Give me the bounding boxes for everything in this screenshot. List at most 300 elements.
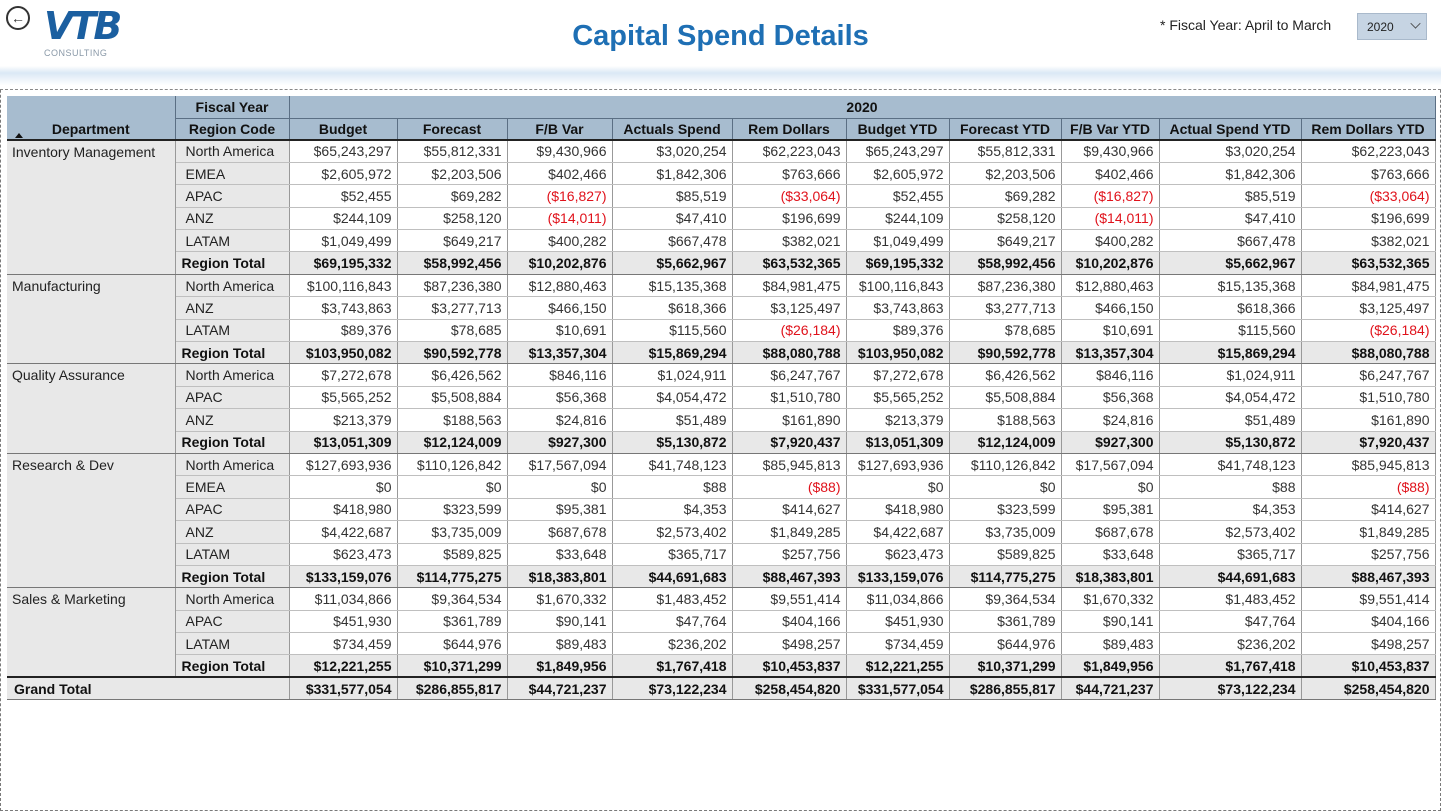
value-cell: $361,789 xyxy=(949,610,1061,632)
value-cell: $6,426,562 xyxy=(397,364,507,386)
value-cell: $88,467,393 xyxy=(1301,565,1435,587)
value-cell: $55,812,331 xyxy=(949,140,1061,162)
value-cell: $89,376 xyxy=(846,319,949,341)
fiscal-year-header: Fiscal Year xyxy=(175,96,289,118)
region-cell: North America xyxy=(175,274,289,296)
region-cell: EMEA xyxy=(175,162,289,184)
value-cell: $12,124,009 xyxy=(949,431,1061,453)
year-dropdown-value: 2020 xyxy=(1367,20,1394,34)
region-cell: APAC xyxy=(175,185,289,207)
value-cell: $4,054,472 xyxy=(1159,386,1301,408)
value-cell: $5,130,872 xyxy=(612,431,732,453)
value-cell: $103,950,082 xyxy=(289,342,397,364)
value-cell: $0 xyxy=(397,476,507,498)
value-cell: $85,519 xyxy=(612,185,732,207)
value-cell: $466,150 xyxy=(507,297,612,319)
value-cell: $62,223,043 xyxy=(1301,140,1435,162)
value-cell: $24,816 xyxy=(1061,409,1159,431)
value-cell: $6,426,562 xyxy=(949,364,1061,386)
value-cell: $100,116,843 xyxy=(846,274,949,296)
value-cell: $623,473 xyxy=(289,543,397,565)
value-cell: $127,693,936 xyxy=(846,453,949,475)
department-cell: Manufacturing xyxy=(7,274,175,364)
value-cell: $7,920,437 xyxy=(732,431,846,453)
value-cell: $466,150 xyxy=(1061,297,1159,319)
value-cell: $414,627 xyxy=(732,498,846,520)
value-cell: $1,483,452 xyxy=(612,588,732,610)
region-cell: North America xyxy=(175,588,289,610)
value-cell: $110,126,842 xyxy=(949,453,1061,475)
value-cell: $69,195,332 xyxy=(846,252,949,274)
table-row xyxy=(7,319,1435,341)
value-cell: $115,560 xyxy=(1159,319,1301,341)
value-cell: $1,483,452 xyxy=(1159,588,1301,610)
value-cell: $114,775,275 xyxy=(949,565,1061,587)
value-cell: $69,282 xyxy=(397,185,507,207)
region-total-label: Region Total xyxy=(175,342,289,364)
value-cell: $0 xyxy=(289,476,397,498)
year-header: 2020 xyxy=(289,96,1435,118)
value-cell: $90,141 xyxy=(1061,610,1159,632)
value-cell: $6,247,767 xyxy=(732,364,846,386)
value-cell: $3,125,497 xyxy=(1301,297,1435,319)
value-cell: $1,670,332 xyxy=(507,588,612,610)
value-cell: $10,691 xyxy=(1061,319,1159,341)
value-cell: $687,678 xyxy=(507,521,612,543)
page-title: Capital Spend Details xyxy=(572,20,869,52)
region-cell: APAC xyxy=(175,386,289,408)
region-total-label: Region Total xyxy=(175,655,289,677)
value-cell: $41,748,123 xyxy=(1159,453,1301,475)
capital-spend-matrix xyxy=(7,96,1435,700)
value-cell: $414,627 xyxy=(1301,498,1435,520)
value-cell: $286,855,817 xyxy=(949,677,1061,699)
table-row xyxy=(7,297,1435,319)
value-cell: $58,992,456 xyxy=(949,252,1061,274)
value-cell: $323,599 xyxy=(949,498,1061,520)
value-cell: $404,166 xyxy=(732,610,846,632)
value-cell: $2,573,402 xyxy=(1159,521,1301,543)
value-cell: $331,577,054 xyxy=(289,677,397,699)
value-cell: $3,020,254 xyxy=(1159,140,1301,162)
column-header-actual-spend-ytd[interactable]: Actual Spend YTD xyxy=(1159,118,1301,140)
value-cell: $213,379 xyxy=(846,409,949,431)
value-cell: $87,236,380 xyxy=(949,274,1061,296)
department-cell: Research & Dev xyxy=(7,453,175,587)
value-cell: $589,825 xyxy=(397,543,507,565)
column-header-budget-ytd[interactable]: Budget YTD xyxy=(846,118,949,140)
value-cell: $382,021 xyxy=(732,230,846,252)
value-cell: $12,221,255 xyxy=(846,655,949,677)
value-cell: $13,357,304 xyxy=(1061,342,1159,364)
value-cell: $69,282 xyxy=(949,185,1061,207)
column-header-rem-dollars-ytd[interactable]: Rem Dollars YTD xyxy=(1301,118,1435,140)
value-cell: $85,519 xyxy=(1159,185,1301,207)
department-cell: Quality Assurance xyxy=(7,364,175,454)
value-cell: $13,357,304 xyxy=(507,342,612,364)
value-cell: $667,478 xyxy=(612,230,732,252)
value-cell: $3,277,713 xyxy=(949,297,1061,319)
value-cell: $365,717 xyxy=(612,543,732,565)
value-cell: $0 xyxy=(846,476,949,498)
value-cell: $402,466 xyxy=(1061,162,1159,184)
value-cell: $44,691,683 xyxy=(612,565,732,587)
year-dropdown[interactable] xyxy=(1357,13,1427,40)
value-cell: $2,605,972 xyxy=(846,162,949,184)
value-cell: $623,473 xyxy=(846,543,949,565)
value-cell: $257,756 xyxy=(1301,543,1435,565)
region-total-row xyxy=(7,431,1435,453)
table-row xyxy=(7,386,1435,408)
value-cell: $498,257 xyxy=(732,633,846,655)
value-cell: $400,282 xyxy=(507,230,612,252)
value-cell: $44,721,237 xyxy=(507,677,612,699)
value-cell: $5,662,967 xyxy=(612,252,732,274)
value-cell: ($14,011) xyxy=(507,207,612,229)
value-cell: $110,126,842 xyxy=(397,453,507,475)
value-cell: $18,383,801 xyxy=(507,565,612,587)
value-cell: $4,422,687 xyxy=(289,521,397,543)
value-cell: $0 xyxy=(1061,476,1159,498)
value-cell: $12,880,463 xyxy=(507,274,612,296)
table-row xyxy=(7,162,1435,184)
value-cell: $244,109 xyxy=(289,207,397,229)
value-cell: $382,021 xyxy=(1301,230,1435,252)
value-cell: $418,980 xyxy=(846,498,949,520)
value-cell: ($26,184) xyxy=(732,319,846,341)
value-cell: $13,051,309 xyxy=(846,431,949,453)
value-cell: $400,282 xyxy=(1061,230,1159,252)
value-cell: $95,381 xyxy=(1061,498,1159,520)
department-header-label: Department xyxy=(51,120,130,137)
value-cell: $11,034,866 xyxy=(846,588,949,610)
value-cell: $1,049,499 xyxy=(846,230,949,252)
value-cell: $12,124,009 xyxy=(397,431,507,453)
value-cell: $10,202,876 xyxy=(507,252,612,274)
region-cell: LATAM xyxy=(175,633,289,655)
value-cell: $90,592,778 xyxy=(397,342,507,364)
table-row xyxy=(7,185,1435,207)
region-total-label: Region Total xyxy=(175,252,289,274)
corner-header xyxy=(7,96,175,118)
chevron-down-icon xyxy=(1410,18,1420,28)
value-cell: $687,678 xyxy=(1061,521,1159,543)
back-arrow-icon[interactable]: ← xyxy=(6,6,30,30)
value-cell: $65,243,297 xyxy=(289,140,397,162)
value-cell: $95,381 xyxy=(507,498,612,520)
value-cell: ($88) xyxy=(1301,476,1435,498)
value-cell: $10,202,876 xyxy=(1061,252,1159,274)
value-cell: $12,221,255 xyxy=(289,655,397,677)
value-cell: $51,489 xyxy=(612,409,732,431)
region-cell: LATAM xyxy=(175,319,289,341)
region-cell: LATAM xyxy=(175,543,289,565)
value-cell: $5,130,872 xyxy=(1159,431,1301,453)
region-cell: LATAM xyxy=(175,230,289,252)
value-cell: $89,483 xyxy=(507,633,612,655)
value-cell: $7,920,437 xyxy=(1301,431,1435,453)
value-cell: ($33,064) xyxy=(732,185,846,207)
region-cell: APAC xyxy=(175,498,289,520)
value-cell: ($26,184) xyxy=(1301,319,1435,341)
grand-total-label: Grand Total xyxy=(7,677,289,699)
value-cell: $85,945,813 xyxy=(732,453,846,475)
column-header-actuals-spend[interactable]: Actuals Spend xyxy=(612,118,732,140)
value-cell: $52,455 xyxy=(289,185,397,207)
value-cell: $133,159,076 xyxy=(846,565,949,587)
value-cell: $69,195,332 xyxy=(289,252,397,274)
value-cell: $62,223,043 xyxy=(732,140,846,162)
value-cell: $644,976 xyxy=(397,633,507,655)
value-cell: $44,691,683 xyxy=(1159,565,1301,587)
value-cell: $846,116 xyxy=(507,364,612,386)
value-cell: $236,202 xyxy=(1159,633,1301,655)
region-cell: ANZ xyxy=(175,521,289,543)
region-cell: ANZ xyxy=(175,409,289,431)
table-row xyxy=(7,207,1435,229)
value-cell: $649,217 xyxy=(397,230,507,252)
region-cell: ANZ xyxy=(175,207,289,229)
value-cell: ($14,011) xyxy=(1061,207,1159,229)
value-cell: $5,508,884 xyxy=(949,386,1061,408)
value-cell: $1,842,306 xyxy=(1159,162,1301,184)
table-row xyxy=(7,409,1435,431)
value-cell: $927,300 xyxy=(1061,431,1159,453)
table-row xyxy=(7,588,1435,610)
value-cell: $90,141 xyxy=(507,610,612,632)
value-cell: $44,721,237 xyxy=(1061,677,1159,699)
value-cell: $1,024,911 xyxy=(612,364,732,386)
value-cell: $114,775,275 xyxy=(397,565,507,587)
value-cell: $1,510,780 xyxy=(732,386,846,408)
value-cell: $763,666 xyxy=(732,162,846,184)
value-cell: $498,257 xyxy=(1301,633,1435,655)
sort-ascending-icon[interactable] xyxy=(15,133,23,138)
value-cell: $618,366 xyxy=(1159,297,1301,319)
value-cell: $1,849,956 xyxy=(1061,655,1159,677)
region-cell: North America xyxy=(175,453,289,475)
value-cell: $1,024,911 xyxy=(1159,364,1301,386)
value-cell: $258,120 xyxy=(949,207,1061,229)
value-cell: $2,203,506 xyxy=(949,162,1061,184)
value-cell: $1,849,956 xyxy=(507,655,612,677)
value-cell: $1,849,285 xyxy=(732,521,846,543)
value-cell: $258,120 xyxy=(397,207,507,229)
value-cell: $89,483 xyxy=(1061,633,1159,655)
value-cell: $1,767,418 xyxy=(612,655,732,677)
logo-mark: VTB xyxy=(44,4,120,48)
value-cell: ($33,064) xyxy=(1301,185,1435,207)
value-cell: $88,080,788 xyxy=(1301,342,1435,364)
value-cell: $361,789 xyxy=(397,610,507,632)
region-total-row xyxy=(7,342,1435,364)
value-cell: $5,565,252 xyxy=(289,386,397,408)
value-cell: $1,510,780 xyxy=(1301,386,1435,408)
value-cell: $85,945,813 xyxy=(1301,453,1435,475)
value-cell: $161,890 xyxy=(732,409,846,431)
value-cell: $47,764 xyxy=(1159,610,1301,632)
column-header-f-b-var-ytd[interactable]: F/B Var YTD xyxy=(1061,118,1159,140)
value-cell: $3,735,009 xyxy=(397,521,507,543)
value-cell: $734,459 xyxy=(846,633,949,655)
value-cell: $5,662,967 xyxy=(1159,252,1301,274)
value-cell: $10,453,837 xyxy=(732,655,846,677)
value-cell: $15,135,368 xyxy=(612,274,732,296)
value-cell: $56,368 xyxy=(507,386,612,408)
value-cell: $9,364,534 xyxy=(397,588,507,610)
value-cell: $13,051,309 xyxy=(289,431,397,453)
value-cell: $846,116 xyxy=(1061,364,1159,386)
value-cell: $5,565,252 xyxy=(846,386,949,408)
region-code-column-header[interactable]: Region Code xyxy=(175,118,289,140)
table-row xyxy=(7,274,1435,296)
column-header-budget[interactable]: Budget xyxy=(289,118,397,140)
value-cell: $4,054,472 xyxy=(612,386,732,408)
value-cell: $56,368 xyxy=(1061,386,1159,408)
value-cell: $649,217 xyxy=(949,230,1061,252)
region-total-row xyxy=(7,565,1435,587)
value-cell: $9,430,966 xyxy=(1061,140,1159,162)
value-cell: $9,551,414 xyxy=(732,588,846,610)
table-row xyxy=(7,543,1435,565)
value-cell: $24,816 xyxy=(507,409,612,431)
value-cell: $47,410 xyxy=(612,207,732,229)
value-cell: $17,567,094 xyxy=(507,453,612,475)
value-cell: $89,376 xyxy=(289,319,397,341)
value-cell: $451,930 xyxy=(846,610,949,632)
department-column-header[interactable] xyxy=(7,118,175,140)
region-cell: North America xyxy=(175,140,289,162)
value-cell: $33,648 xyxy=(1061,543,1159,565)
table-row xyxy=(7,633,1435,655)
report-header xyxy=(0,0,1441,90)
value-cell: $3,277,713 xyxy=(397,297,507,319)
value-cell: $4,353 xyxy=(1159,498,1301,520)
value-cell: $451,930 xyxy=(289,610,397,632)
table-row xyxy=(7,498,1435,520)
value-cell: $188,563 xyxy=(397,409,507,431)
value-cell: ($16,827) xyxy=(507,185,612,207)
column-header-forecast[interactable]: Forecast xyxy=(397,118,507,140)
value-cell: $244,109 xyxy=(846,207,949,229)
value-cell: $402,466 xyxy=(507,162,612,184)
value-cell: $65,243,297 xyxy=(846,140,949,162)
value-cell: $88 xyxy=(612,476,732,498)
department-cell: Sales & Marketing xyxy=(7,588,175,678)
grand-total-row xyxy=(7,677,1435,699)
value-cell: ($88) xyxy=(732,476,846,498)
value-cell: $5,508,884 xyxy=(397,386,507,408)
table-row xyxy=(7,230,1435,252)
value-cell: $88,467,393 xyxy=(732,565,846,587)
value-cell: $1,849,285 xyxy=(1301,521,1435,543)
value-cell: $4,353 xyxy=(612,498,732,520)
region-total-row xyxy=(7,252,1435,274)
value-cell: $133,159,076 xyxy=(289,565,397,587)
region-total-label: Region Total xyxy=(175,431,289,453)
value-cell: $3,020,254 xyxy=(612,140,732,162)
value-cell: $10,371,299 xyxy=(397,655,507,677)
value-cell: $33,648 xyxy=(507,543,612,565)
value-cell: $927,300 xyxy=(507,431,612,453)
fiscal-year-note: * Fiscal Year: April to March xyxy=(1160,17,1332,33)
value-cell: $1,842,306 xyxy=(612,162,732,184)
value-cell: $63,532,365 xyxy=(732,252,846,274)
value-cell: $63,532,365 xyxy=(1301,252,1435,274)
value-cell: $1,049,499 xyxy=(289,230,397,252)
value-cell: $589,825 xyxy=(949,543,1061,565)
value-cell: $323,599 xyxy=(397,498,507,520)
value-cell: $2,203,506 xyxy=(397,162,507,184)
value-cell: $3,743,863 xyxy=(846,297,949,319)
value-cell: $18,383,801 xyxy=(1061,565,1159,587)
column-header-rem-dollars[interactable]: Rem Dollars xyxy=(732,118,846,140)
value-cell: $84,981,475 xyxy=(1301,274,1435,296)
table-row xyxy=(7,140,1435,162)
value-cell: $10,371,299 xyxy=(949,655,1061,677)
value-cell: $331,577,054 xyxy=(846,677,949,699)
value-cell: $667,478 xyxy=(1159,230,1301,252)
value-cell: $7,272,678 xyxy=(846,364,949,386)
value-cell: $188,563 xyxy=(949,409,1061,431)
value-cell: $213,379 xyxy=(289,409,397,431)
column-header-forecast-ytd[interactable]: Forecast YTD xyxy=(949,118,1061,140)
value-cell: $15,135,368 xyxy=(1159,274,1301,296)
value-cell: $88,080,788 xyxy=(732,342,846,364)
value-cell: $103,950,082 xyxy=(846,342,949,364)
value-cell: $286,855,817 xyxy=(397,677,507,699)
value-cell: $404,166 xyxy=(1301,610,1435,632)
value-cell: $2,573,402 xyxy=(612,521,732,543)
value-cell: $88 xyxy=(1159,476,1301,498)
value-cell: $258,454,820 xyxy=(1301,677,1435,699)
region-cell: APAC xyxy=(175,610,289,632)
value-cell: $12,880,463 xyxy=(1061,274,1159,296)
department-cell: Inventory Management xyxy=(7,140,175,274)
value-cell: $73,122,234 xyxy=(1159,677,1301,699)
value-cell: $196,699 xyxy=(1301,207,1435,229)
region-cell: EMEA xyxy=(175,476,289,498)
value-cell: $73,122,234 xyxy=(612,677,732,699)
column-header-f-b-var[interactable]: F/B Var xyxy=(507,118,612,140)
value-cell: $161,890 xyxy=(1301,409,1435,431)
value-cell: $1,670,332 xyxy=(1061,588,1159,610)
value-cell: $6,247,767 xyxy=(1301,364,1435,386)
value-cell: $1,767,418 xyxy=(1159,655,1301,677)
table-row xyxy=(7,476,1435,498)
region-total-label: Region Total xyxy=(175,565,289,587)
value-cell: $7,272,678 xyxy=(289,364,397,386)
value-cell: $78,685 xyxy=(949,319,1061,341)
value-cell: $51,489 xyxy=(1159,409,1301,431)
value-cell: $84,981,475 xyxy=(732,274,846,296)
value-cell: $10,453,837 xyxy=(1301,655,1435,677)
value-cell: $644,976 xyxy=(949,633,1061,655)
value-cell: ($16,827) xyxy=(1061,185,1159,207)
value-cell: $78,685 xyxy=(397,319,507,341)
value-cell: $55,812,331 xyxy=(397,140,507,162)
value-cell: $418,980 xyxy=(289,498,397,520)
value-cell: $734,459 xyxy=(289,633,397,655)
value-cell: $3,743,863 xyxy=(289,297,397,319)
value-cell: $17,567,094 xyxy=(1061,453,1159,475)
region-cell: ANZ xyxy=(175,297,289,319)
region-total-row xyxy=(7,655,1435,677)
value-cell: $3,125,497 xyxy=(732,297,846,319)
value-cell: $365,717 xyxy=(1159,543,1301,565)
table-row xyxy=(7,453,1435,475)
value-cell: $257,756 xyxy=(732,543,846,565)
